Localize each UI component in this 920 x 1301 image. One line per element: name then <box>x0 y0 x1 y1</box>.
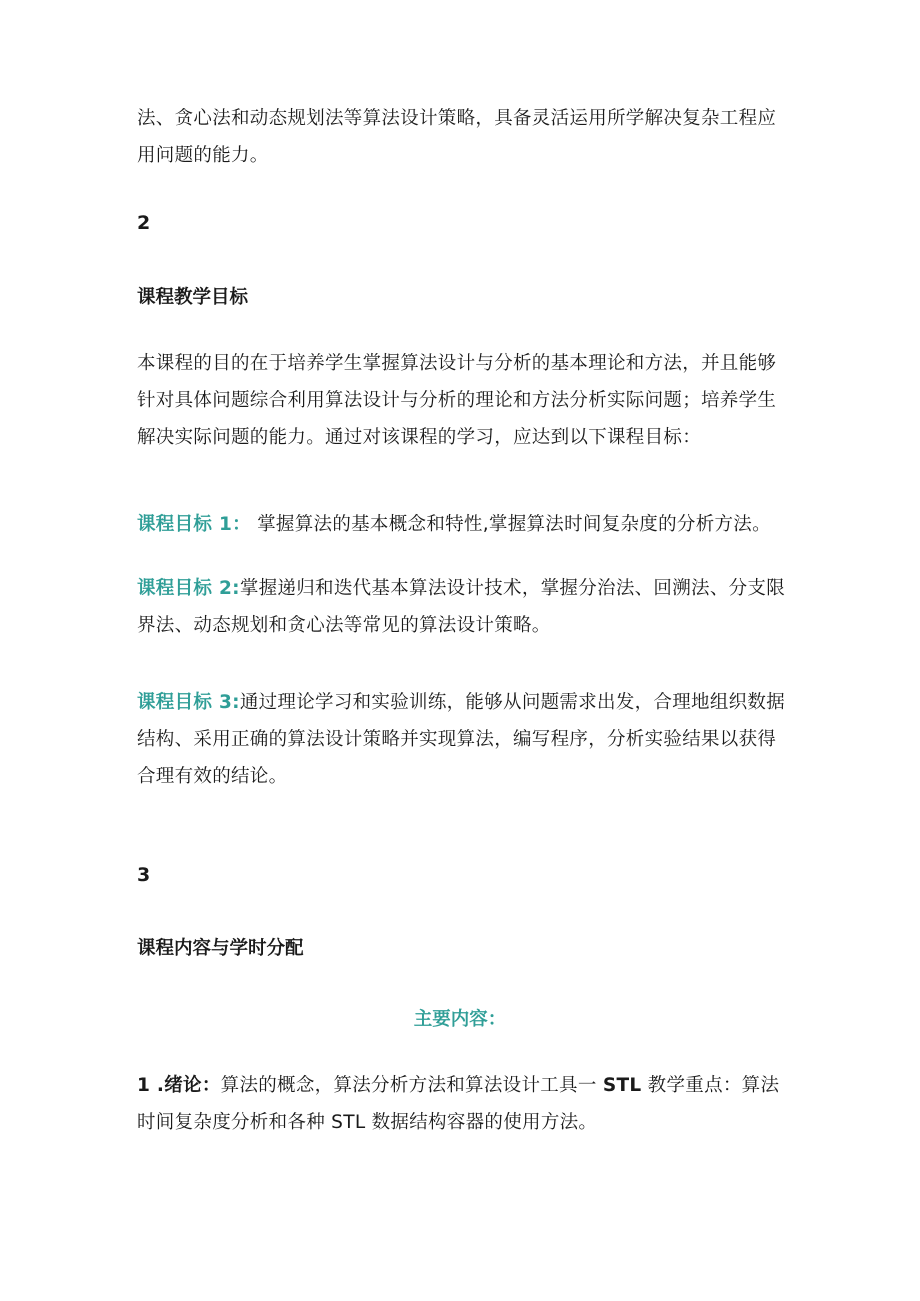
content-item-1-text-a: 算法的概念，算法分析方法和算法设计工具一 <box>220 1075 597 1096</box>
course-goal-1-separator: ： <box>232 514 251 535</box>
section-2-title: 课程教学目标 <box>137 287 249 308</box>
course-goal-1-label: 课程目标 1 <box>137 514 233 535</box>
section-2-paragraph: 本课程的目的在于培养学生掌握算法设计与分析的基本理论和方法，并且能够针对具体问题综合利用算法设计与分析的理论和方法分析实际问题；培养学生解决实际问题的能力。通过对该课程的学习，应达到以下课程目标： <box>137 353 777 448</box>
content-item-1-text-b: 教学重点：算法时间复杂度分析和各种 STL 数据结构容器的使用方法。 <box>137 1075 780 1133</box>
intro-paragraph: 法、贪心法和动态规划法等算法设计策略，具备灵活运用所学解决复杂工程应用问题的能力。 <box>137 108 777 166</box>
content-item-1 <box>137 1067 787 1141</box>
main-content-title: 主要内容： <box>413 1009 507 1030</box>
course-goal-3-text: 通过理论学习和实验训练，能够从问题需求出发，合理地组织数据结构、采用正确的算法设计策略并实现算法，编写程序，分析实验结果以获得合理有效的结论。 <box>137 692 786 787</box>
content-item-1-stl: STL <box>602 1075 642 1096</box>
section-2-number: 2 <box>137 212 151 234</box>
course-goal-2 <box>137 570 787 644</box>
section-3-title: 课程内容与学时分配 <box>137 938 304 959</box>
course-goal-2-label: 课程目标 2 <box>137 578 233 599</box>
course-goal-1-text: 掌握算法的基本概念和特性,掌握算法时间复杂度的分析方法。 <box>257 514 771 535</box>
course-goal-3 <box>137 684 787 795</box>
content-item-1-label: 1 .绪论： <box>137 1075 221 1096</box>
course-goal-2-text: 掌握递归和迭代基本算法设计技术，掌握分治法、回溯法、分支限界法、动态规划和贪心法等常见的算法设计策略。 <box>137 578 786 636</box>
section-3-number: 3 <box>137 864 151 886</box>
course-goal-3-separator: : <box>232 692 240 713</box>
course-goal-1 <box>137 506 787 543</box>
course-goal-3-label: 课程目标 3 <box>137 692 233 713</box>
course-goal-2-separator: : <box>232 578 240 599</box>
